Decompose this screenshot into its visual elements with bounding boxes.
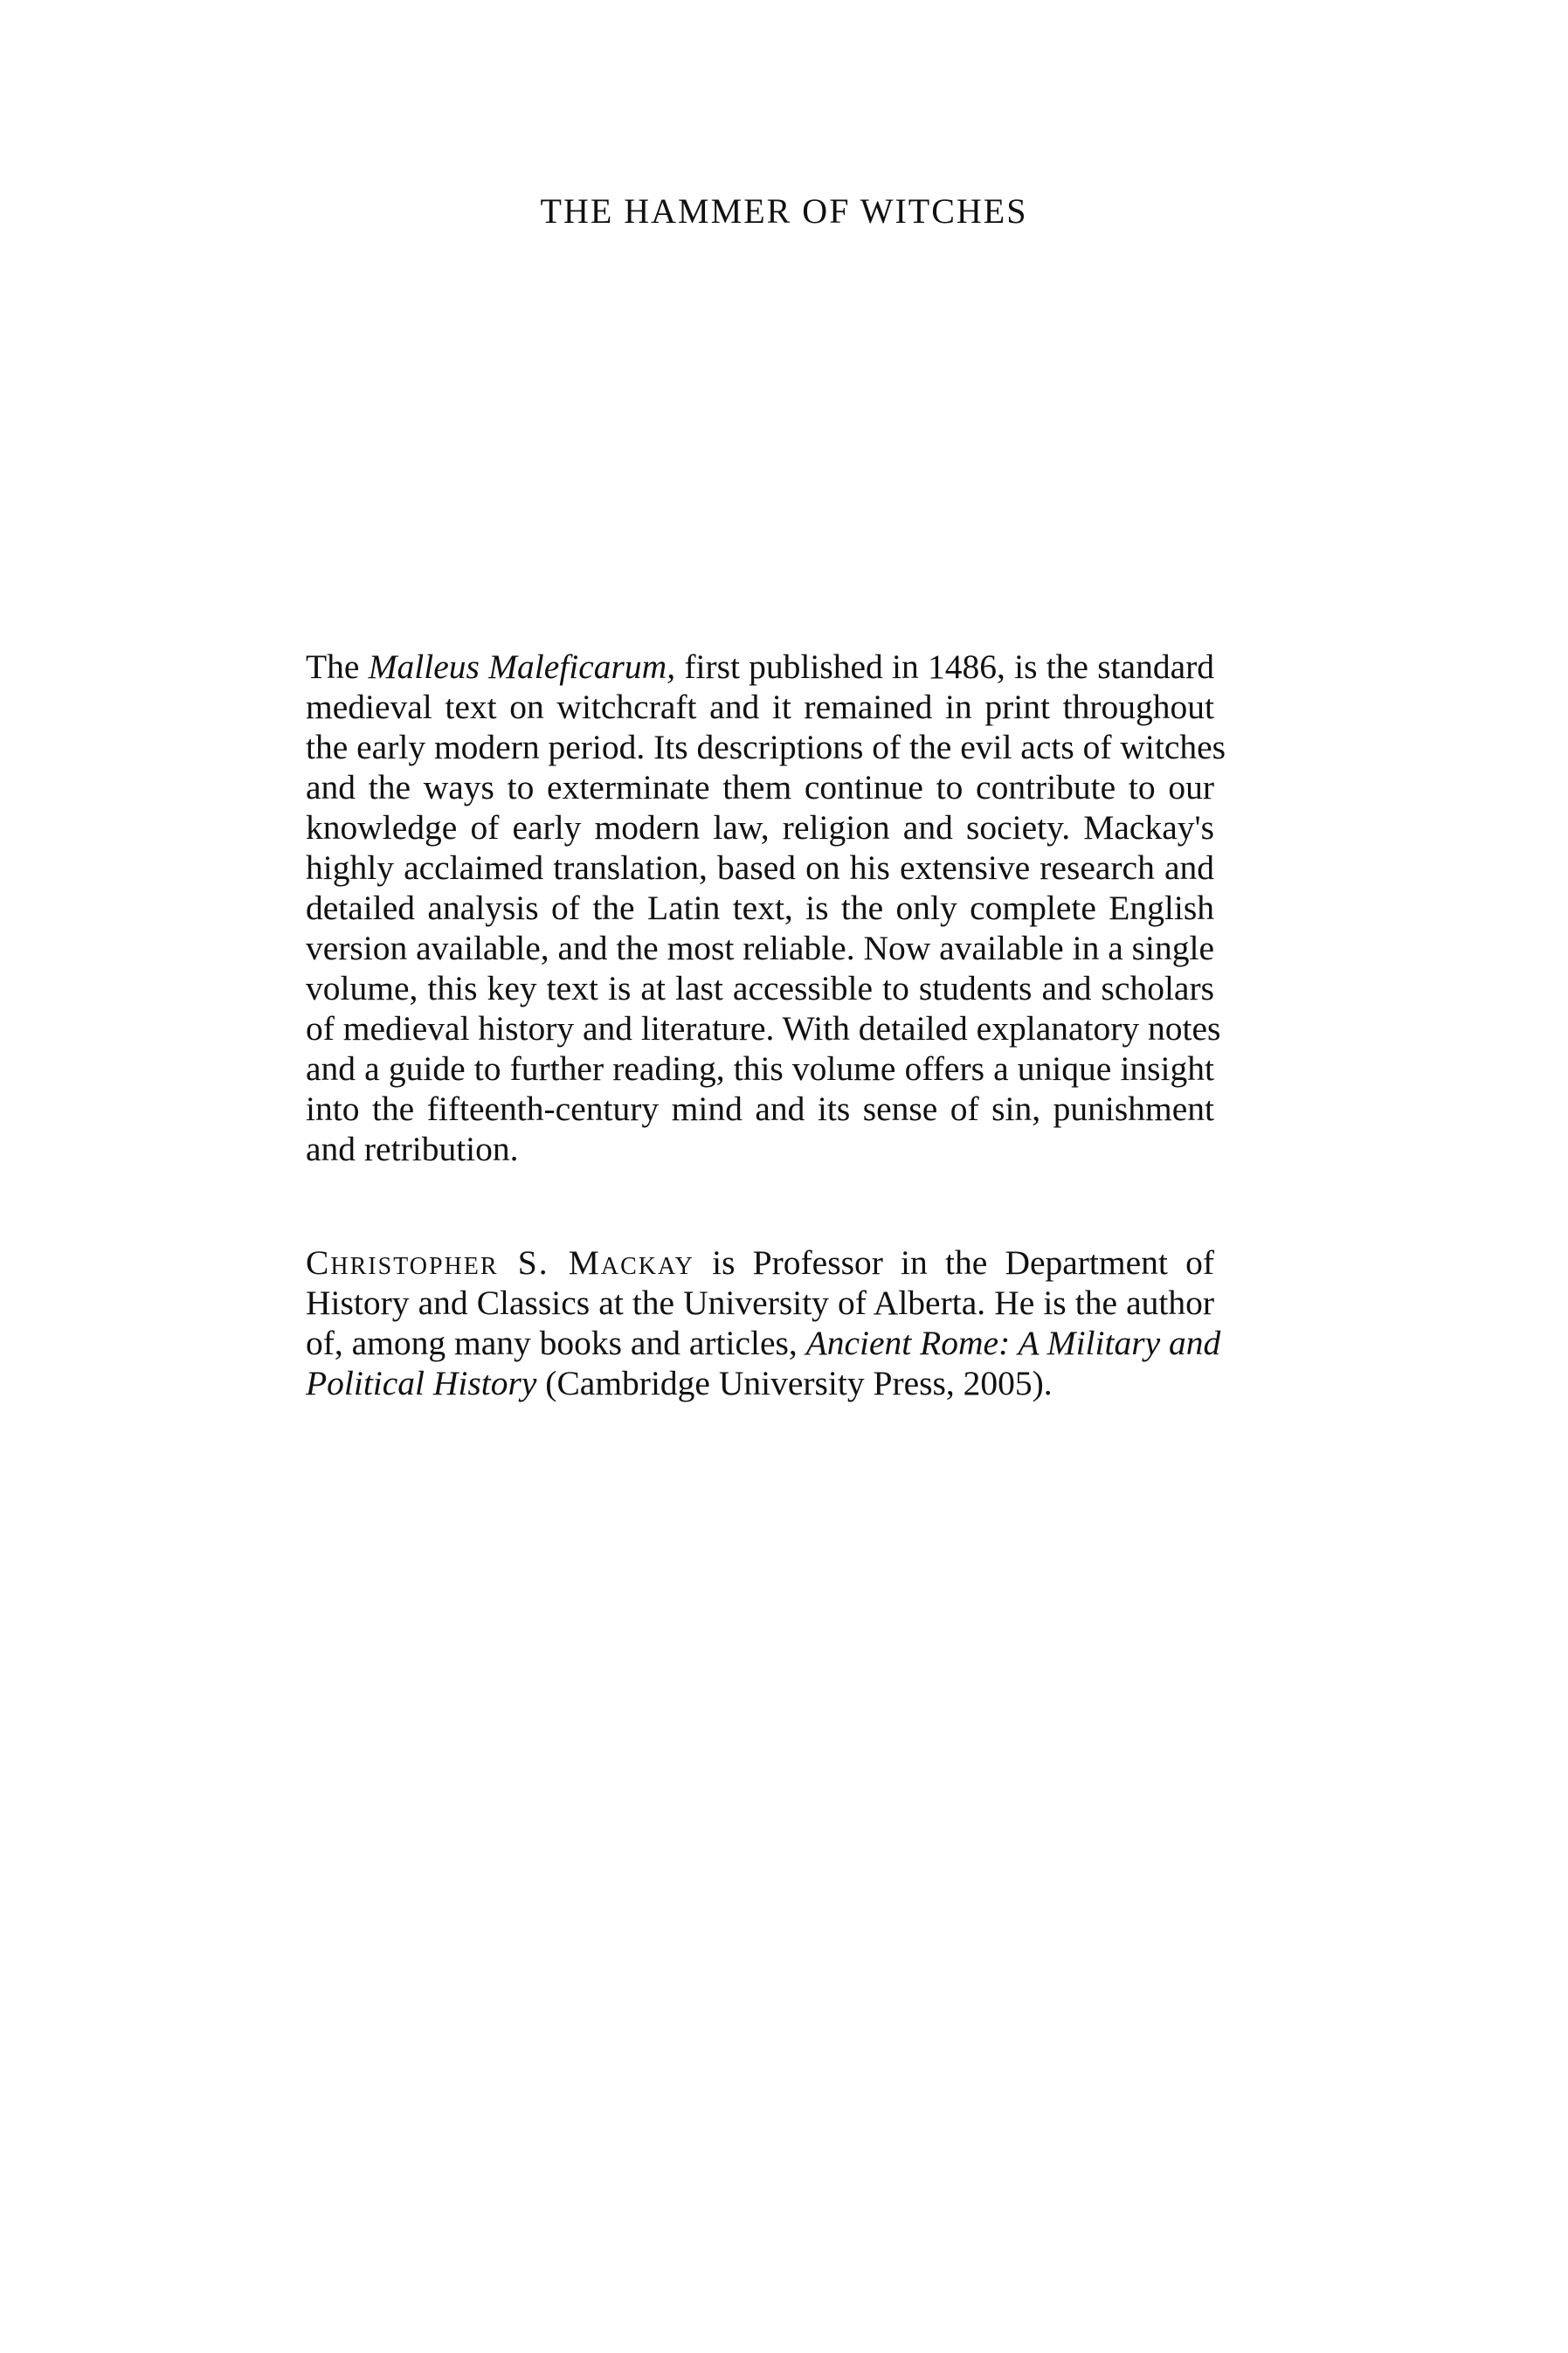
bio-line <box>306 1323 1221 1363</box>
description-line: and a guide to further reading, this volume offers a unique insight <box>306 1049 1214 1088</box>
author-name: Christopher S. Mackay <box>306 1243 694 1282</box>
description-line: of medieval history and literature. With detailed explanatory notes <box>306 1009 1221 1048</box>
description-line <box>306 647 1214 687</box>
text-run: of, among many books and articles, <box>306 1324 806 1362</box>
description-line: medieval text on witchcraft and it remained in print throughout <box>306 688 1214 726</box>
book-title-italic: Malleus Maleficarum, <box>368 647 676 686</box>
book-title-italic: Ancient Rome: A Military and <box>805 1324 1221 1362</box>
text-run: first published in 1486, is the standard <box>675 647 1215 686</box>
bio-line: History and Classics at the University of Alberta. He is the author <box>306 1284 1214 1322</box>
bio-line <box>306 1242 1214 1283</box>
description-line: version available, and the most reliable. Now available in a single <box>306 929 1214 967</box>
description-line: detailed analysis of the Latin text, is the only complete English <box>306 889 1214 927</box>
bio-line <box>306 1363 1214 1403</box>
description-line: knowledge of early modern law, religion and society. Mackay's <box>306 808 1214 847</box>
page-title: THE HAMMER OF WITCHES <box>540 191 1028 231</box>
text-run: The <box>306 647 369 686</box>
book-description <box>306 647 1226 1169</box>
author-biography <box>306 1242 1221 1403</box>
text-run: is Professor in the Department of <box>694 1243 1214 1282</box>
description-line: volume, this key text is at last accessible to students and scholars <box>306 969 1214 1007</box>
description-line: and retribution. <box>306 1130 519 1168</box>
description-line: and the ways to exterminate them continue to contribute to our <box>306 768 1214 806</box>
description-line: highly acclaimed translation, based on his extensive research and <box>306 848 1214 887</box>
book-title-italic: Political History <box>306 1364 537 1402</box>
description-line: the early modern period. Its descriptions of the evil acts of witches <box>306 728 1226 766</box>
text-run: (Cambridge University Press, 2005). <box>536 1364 1053 1402</box>
description-line: into the fifteenth-century mind and its sense of sin, punishment <box>306 1090 1214 1128</box>
